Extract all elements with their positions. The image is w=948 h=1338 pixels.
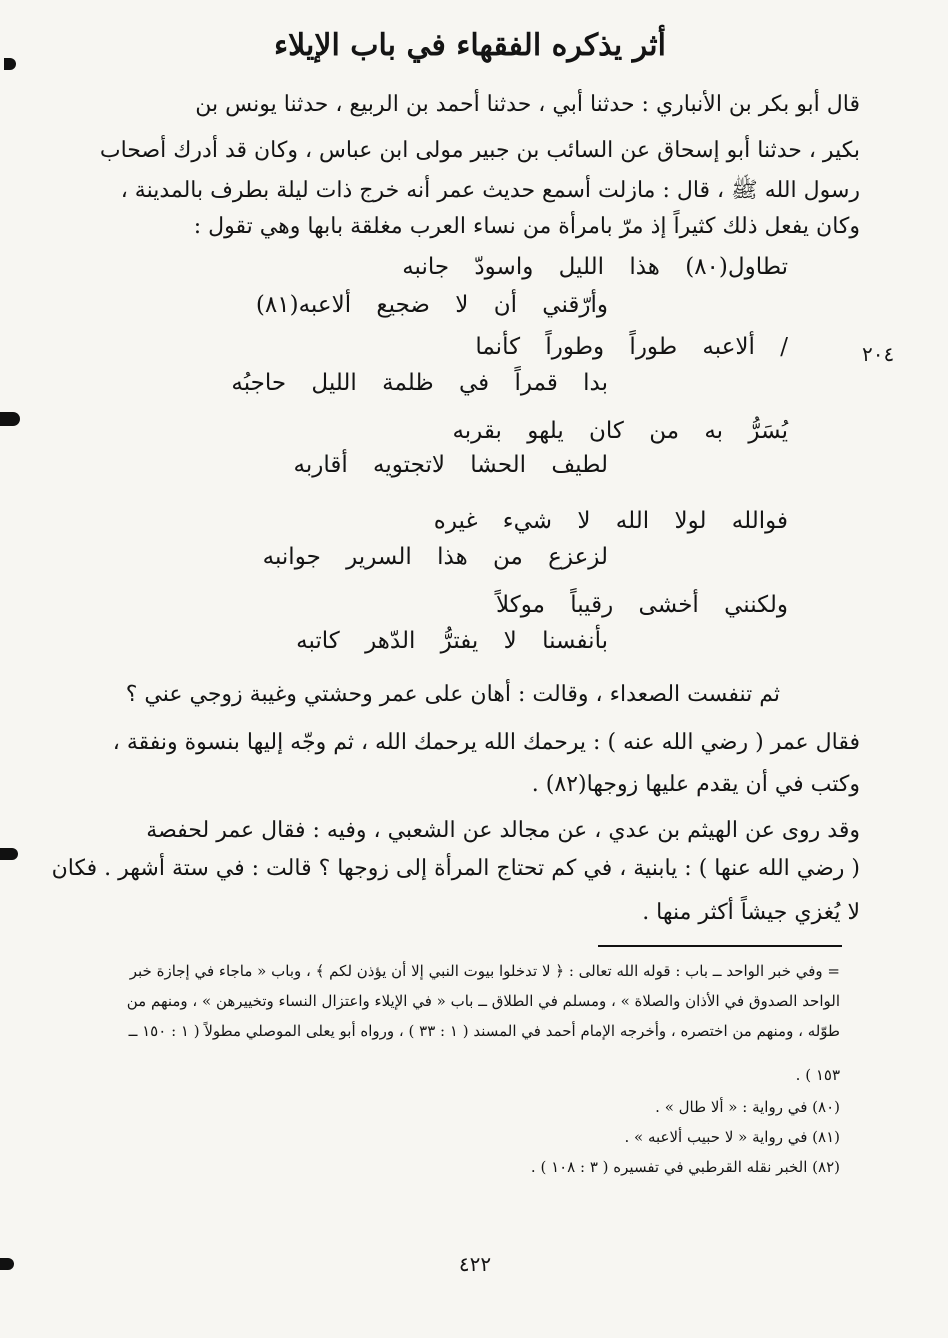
scan-mark <box>0 412 20 426</box>
poem-verse: ولكنني أخشى رقيباً موكلاً <box>496 592 788 618</box>
poem-verse: لزعزع من هذا السرير جوانبه <box>262 544 608 570</box>
body-line: بكير ، حدثنا أبو إسحاق عن السائب بن جبير مولى ابن عباس ، وكان قد أدرك أصحاب <box>99 138 860 163</box>
poem-verse: بأنفسنا لا يفترُّ الدّهر كاتبه <box>296 628 608 654</box>
margin-page-number: ٢٠٤ <box>862 342 895 366</box>
body-line: وكان يفعل ذلك كثيراً إذ مرّ بامرأة من نساء العرب مغلقة بابها وهي تقول : <box>193 214 860 239</box>
body-line: فقال عمر ( رضي الله عنه ) : يرحمك الله يرحمك الله ، ثم وجّه إليها بنسوة ونفقة ، <box>112 730 860 755</box>
body-line: رسول الله ﷺ ، قال : مازلت أسمع حديث عمر أنه خرج ذات ليلة بطرف بالمدينة ، <box>120 178 860 203</box>
footnote-line: (٨٠) في رواية : « ألا طال » . <box>655 1098 840 1116</box>
footnote-line: طوّله ، ومنهم من اختصره ، وأخرجه الإمام أحمد في المسند ( ١ : ٣٣ ) ، ورواه أبو يعلى الموصلي مطولاً ( ١ : ١٥٠ ــ <box>128 1022 840 1040</box>
body-line: وقد روى عن الهيثم بن عدي ، عن مجالد عن الشعبي ، وفيه : فقال عمر لحفصة <box>146 818 860 843</box>
body-line: لا يُغزي جيشاً أكثر منها . <box>642 900 860 925</box>
footnote-separator <box>598 945 842 947</box>
poem-verse: فوالله لولا الله لا شيء غيره <box>433 508 788 534</box>
poem-verse: بدا قمراً في ظلمة الليل حاجبُه <box>231 370 608 396</box>
body-line: وكتب في أن يقدم عليها زوجها(٨٢) . <box>531 772 860 797</box>
scan-mark <box>0 1258 14 1270</box>
footnote-line: (٨٢) الخبر نقله القرطبي في تفسيره ( ٣ : ١٠٨ ) . <box>530 1158 840 1176</box>
body-line: قال أبو بكر بن الأنباري : حدثنا أبي ، حدثنا أحمد بن الربيع ، حدثنا يونس بن <box>195 92 860 117</box>
poem-verse: وأرّقني أن لا ضجيع ألاعبه(٨١) <box>255 292 608 318</box>
scan-mark <box>4 58 16 70</box>
scan-mark <box>0 848 18 860</box>
poem-verse: لطيف الحشا لاتجتويه أقاربه <box>293 452 608 478</box>
poem-verse: تطاول(٨٠) هذا الليل واسودّ جانبه <box>402 254 788 280</box>
body-line: ثم تنفست الصعداء ، وقالت : أهان على عمر وحشتي وغيبة زوجي عني ؟ <box>125 682 780 707</box>
poem-verse: / ألاعبه طوراً وطوراً كأنما <box>475 334 788 360</box>
body-line: ( رضي الله عنها ) : يابنية ، في كم تحتاج المرأة إلى زوجها ؟ قالت : في ستة أشهر . فكان <box>51 856 860 881</box>
footnote-line: (٨١) في رواية « لا حبيب ألاعبه » . <box>624 1128 840 1146</box>
footnote-line: الواحد الصدوق في الأذان والصلاة » ، ومسلم في الطلاق ــ باب « في الإيلاء واعتزال النساء وتخييرهن » ، ومنهم من <box>126 992 840 1010</box>
poem-verse: يُسَرُّ به من كان يلهو بقربه <box>452 418 788 444</box>
page-number: ٤٢٢ <box>458 1252 492 1276</box>
footnote-line: ١٥٣ ) . <box>795 1066 840 1084</box>
footnote-line: = وفي خبر الواحد ــ باب : قوله الله تعالى : ﴿ لا تدخلوا بيوت النبي إلا أن يؤذن لكم ﴾ ، وباب « ماجاء في إجازة خبر <box>129 962 840 980</box>
page-title: أثر يذكره الفقهاء في باب الإيلاء <box>274 28 666 63</box>
